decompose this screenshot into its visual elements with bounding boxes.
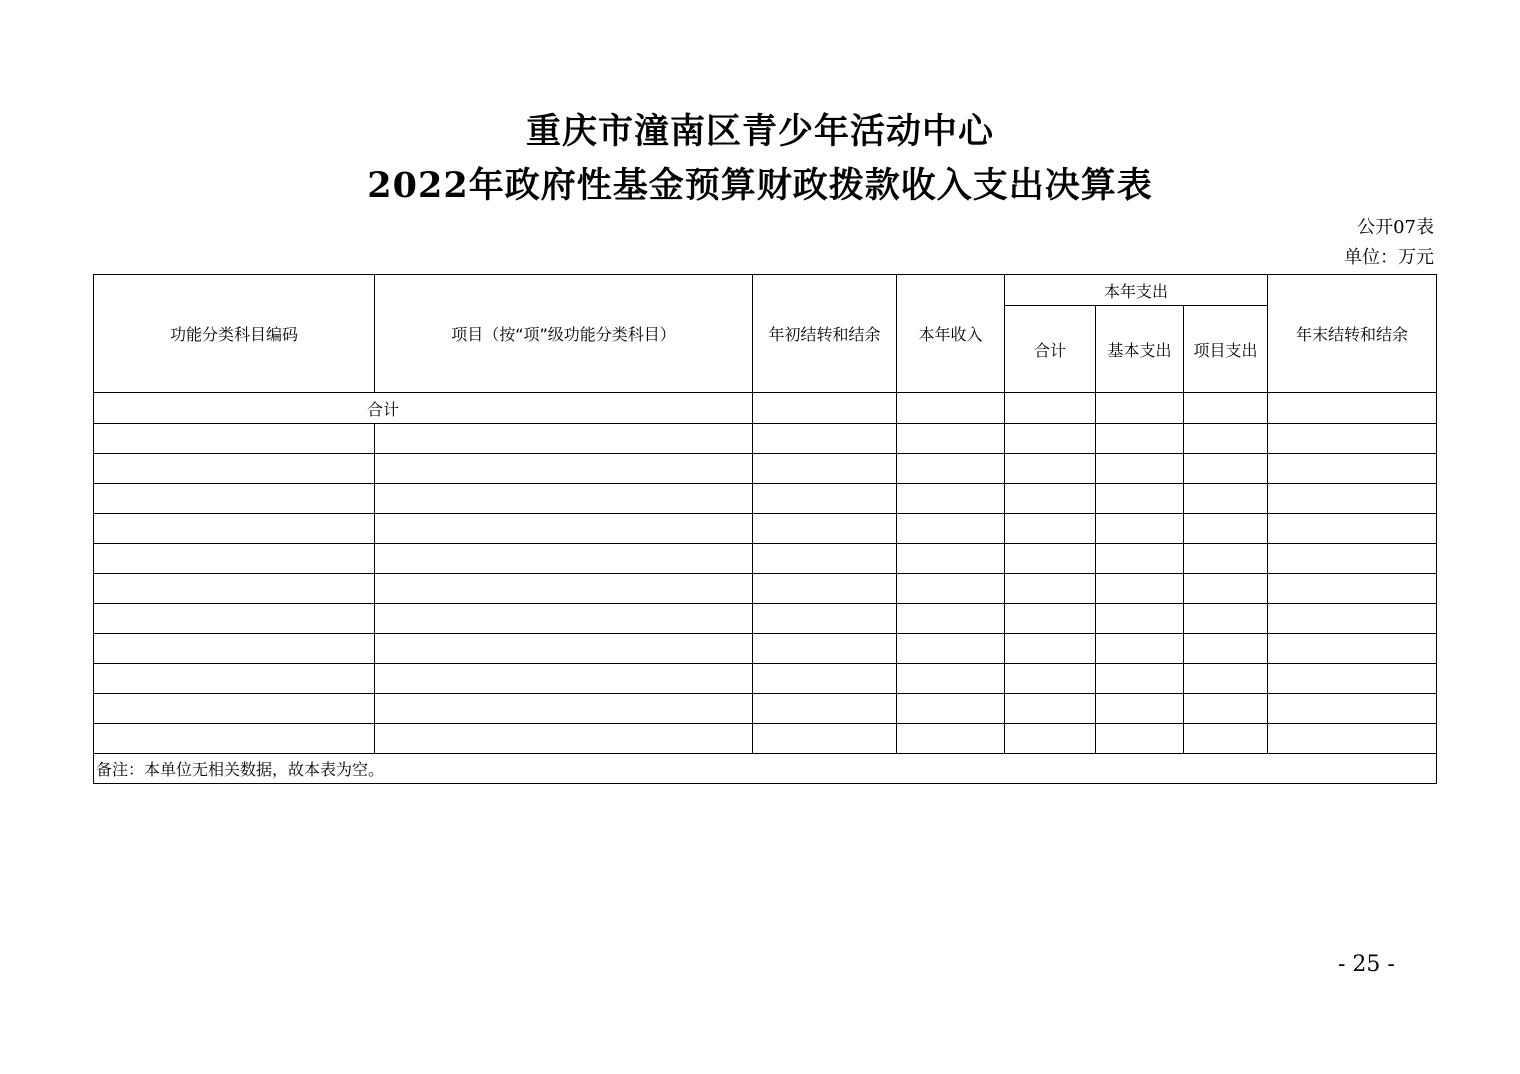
note-row — [94, 754, 1437, 784]
cell-income — [897, 484, 1005, 514]
cell-closing-balance — [1268, 574, 1437, 604]
cell-code — [94, 664, 375, 694]
cell-code — [94, 544, 375, 574]
cell-exp-project — [1184, 724, 1268, 754]
total-opening-balance — [753, 393, 897, 424]
header-expenditure-group: 本年支出 — [1005, 275, 1268, 306]
total-row — [94, 393, 1437, 424]
cell-exp-basic — [1096, 694, 1184, 724]
unit-label: 单位：万元 — [1344, 247, 1434, 268]
table-code: 公开07表 — [1357, 217, 1434, 238]
table-row — [94, 484, 1437, 514]
header-exp-total: 合计 — [1005, 306, 1096, 393]
total-label: 合计 — [366, 399, 399, 419]
cell-exp-basic — [1096, 544, 1184, 574]
total-label-cell — [94, 393, 753, 424]
cell-exp-basic — [1096, 484, 1184, 514]
table-row — [94, 694, 1437, 724]
cell-income — [897, 454, 1005, 484]
cell-exp-total — [1005, 484, 1096, 514]
cell-opening-balance — [753, 484, 897, 514]
cell-exp-basic — [1096, 454, 1184, 484]
budget-table — [93, 274, 1437, 784]
cell-exp-basic — [1096, 574, 1184, 604]
cell-income — [897, 694, 1005, 724]
cell-closing-balance — [1268, 424, 1437, 454]
cell-exp-project — [1184, 424, 1268, 454]
cell-code — [94, 454, 375, 484]
header-exp-basic: 基本支出 — [1096, 306, 1184, 393]
total-exp-basic — [1096, 393, 1184, 424]
cell-opening-balance — [753, 664, 897, 694]
cell-exp-project — [1184, 694, 1268, 724]
cell-opening-balance — [753, 544, 897, 574]
cell-income — [897, 574, 1005, 604]
header-item: 项目（按“项”级功能分类科目） — [375, 275, 753, 393]
cell-code — [94, 484, 375, 514]
cell-opening-balance — [753, 724, 897, 754]
table-row — [94, 544, 1437, 574]
cell-closing-balance — [1268, 634, 1437, 664]
cell-income — [897, 604, 1005, 634]
header-code: 功能分类科目编码 — [94, 275, 375, 393]
cell-closing-balance — [1268, 724, 1437, 754]
cell-income — [897, 634, 1005, 664]
cell-code — [94, 694, 375, 724]
cell-item — [375, 514, 753, 544]
cell-code — [94, 724, 375, 754]
cell-opening-balance — [753, 454, 897, 484]
cell-exp-total — [1005, 574, 1096, 604]
cell-code — [94, 424, 375, 454]
cell-opening-balance — [753, 574, 897, 604]
cell-opening-balance — [753, 604, 897, 634]
cell-exp-total — [1005, 544, 1096, 574]
cell-closing-balance — [1268, 604, 1437, 634]
note-cell: 备注：本单位无相关数据，故本表为空。 — [94, 754, 1437, 784]
cell-exp-total — [1005, 424, 1096, 454]
cell-exp-total — [1005, 604, 1096, 634]
cell-closing-balance — [1268, 484, 1437, 514]
cell-exp-basic — [1096, 664, 1184, 694]
document-title-line2: 2022年政府性基金预算财政拨款收入支出决算表 — [367, 165, 1153, 206]
header-opening-balance: 年初结转和结余 — [753, 275, 897, 393]
header-exp-project: 项目支出 — [1184, 306, 1268, 393]
total-closing-balance — [1268, 393, 1437, 424]
cell-exp-project — [1184, 604, 1268, 634]
cell-opening-balance — [753, 634, 897, 664]
cell-exp-total — [1005, 454, 1096, 484]
cell-exp-basic — [1096, 514, 1184, 544]
cell-exp-project — [1184, 544, 1268, 574]
cell-item — [375, 634, 753, 664]
cell-closing-balance — [1268, 544, 1437, 574]
cell-income — [897, 514, 1005, 544]
cell-income — [897, 724, 1005, 754]
cell-opening-balance — [753, 424, 897, 454]
cell-code — [94, 514, 375, 544]
table-row — [94, 634, 1437, 664]
cell-exp-basic — [1096, 604, 1184, 634]
table-row — [94, 664, 1437, 694]
cell-item — [375, 574, 753, 604]
table-row — [94, 514, 1437, 544]
cell-exp-basic — [1096, 634, 1184, 664]
cell-code — [94, 634, 375, 664]
cell-item — [375, 454, 753, 484]
cell-income — [897, 424, 1005, 454]
cell-item — [375, 424, 753, 454]
cell-exp-project — [1184, 514, 1268, 544]
cell-item — [375, 664, 753, 694]
header-closing-balance: 年末结转和结余 — [1268, 275, 1437, 393]
cell-item — [375, 724, 753, 754]
cell-exp-project — [1184, 484, 1268, 514]
cell-exp-project — [1184, 574, 1268, 604]
cell-closing-balance — [1268, 664, 1437, 694]
cell-closing-balance — [1268, 454, 1437, 484]
cell-exp-project — [1184, 634, 1268, 664]
cell-income — [897, 544, 1005, 574]
cell-exp-project — [1184, 664, 1268, 694]
page-number: - 25 - — [1338, 952, 1395, 977]
table-row — [94, 604, 1437, 634]
table-row — [94, 724, 1437, 754]
cell-item — [375, 544, 753, 574]
cell-item — [375, 484, 753, 514]
cell-item — [375, 694, 753, 724]
header-income: 本年收入 — [897, 275, 1005, 393]
cell-exp-total — [1005, 634, 1096, 664]
cell-exp-total — [1005, 724, 1096, 754]
cell-code — [94, 604, 375, 634]
cell-income — [897, 664, 1005, 694]
cell-exp-total — [1005, 664, 1096, 694]
table-row — [94, 454, 1437, 484]
cell-exp-project — [1184, 454, 1268, 484]
cell-opening-balance — [753, 694, 897, 724]
table-row — [94, 424, 1437, 454]
cell-item — [375, 604, 753, 634]
table-row — [94, 574, 1437, 604]
total-income — [897, 393, 1005, 424]
cell-closing-balance — [1268, 514, 1437, 544]
total-exp-project — [1184, 393, 1268, 424]
total-exp-total — [1005, 393, 1096, 424]
cell-exp-basic — [1096, 724, 1184, 754]
cell-exp-total — [1005, 694, 1096, 724]
cell-closing-balance — [1268, 694, 1437, 724]
cell-opening-balance — [753, 514, 897, 544]
cell-exp-basic — [1096, 424, 1184, 454]
document-title-line1: 重庆市潼南区青少年活动中心 — [525, 111, 994, 152]
cell-exp-total — [1005, 514, 1096, 544]
cell-code — [94, 574, 375, 604]
